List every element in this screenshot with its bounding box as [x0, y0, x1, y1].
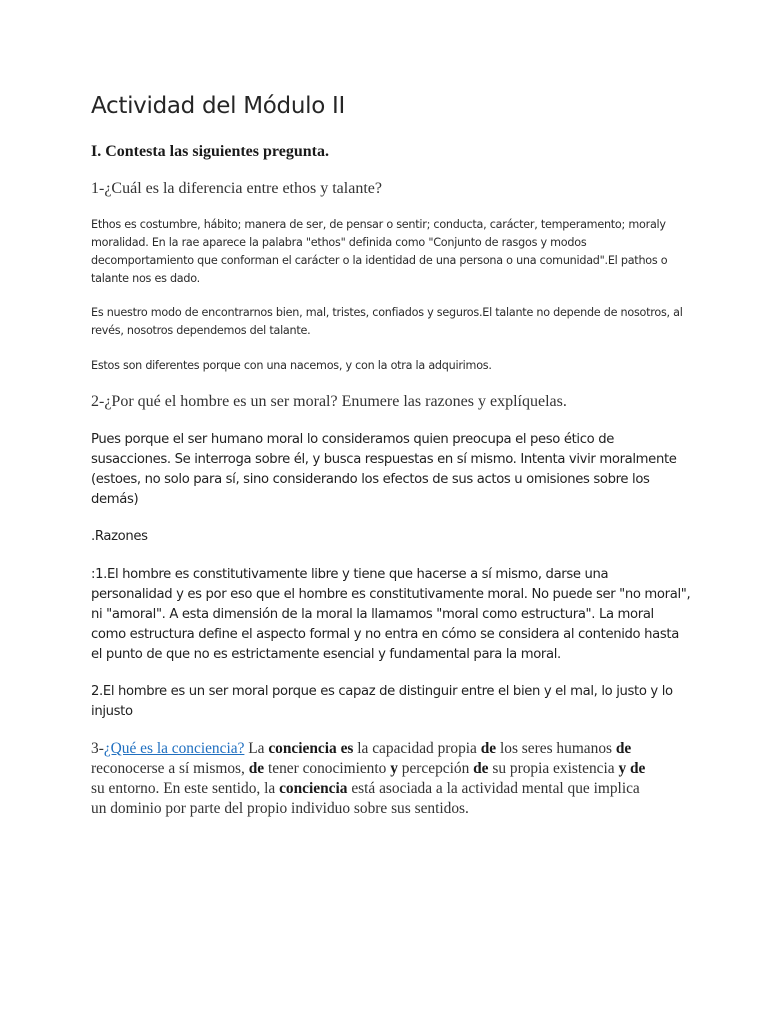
section-heading: I. Contesta las siguientes pregunta.	[91, 143, 329, 160]
question-3-link[interactable]: ¿Qué es la conciencia?	[103, 740, 245, 757]
answer-1-paragraph-2: Es nuestro modo de encontrarnos bien, mal, tristes, confiados y seguros.El talante no depende de nosotros, al revés, nosotros dependemos del talante.	[91, 306, 683, 337]
razones-label: .Razones	[91, 529, 148, 544]
reason-1-paragraph: :1.El hombre es constitutivamente libre y tiene que hacerse a sí mismo, darse una personalidad y es por eso que el hombre es constitutivamente moral. No puede ser "no moral", ni "amoral". A esta dimensión de la moral la llamamos "moral como estructura". La moral como estructura define el aspecto formal y no entra en cómo se considera al contenido hasta el punto de que no es estrictamente esencial y fundamental para la moral.	[91, 567, 691, 662]
answer-1-paragraph-3: Estos son diferentes porque con una nacemos, y con la otra la adquirimos.	[91, 359, 492, 372]
answer-1-paragraph-1: Ethos es costumbre, hábito; manera de ser, de pensar o sentir; conducta, carácter, temperamento; moraly moralidad. En la rae aparece la palabra "ethos" definida como "Conjunto de rasgos y modos decomportamiento que conforman el carácter o la identidad de una persona o una comunidad".El pathos o talante nos es dado.	[91, 218, 668, 285]
question-3-paragraph: 3-¿Qué es la conciencia? La conciencia es la capacidad propia de los seres humanos de reconocerse a sí mismos, de tener conocimiento y percepción de su propia existencia y de su entorno. En este sentido, la conciencia está asociada a la actividad mental que implica un dominio por parte del propio individuo sobre sus sentidos.	[91, 740, 646, 817]
answer-2-paragraph: Pues porque el ser humano moral lo consideramos quien preocupa el peso ético de susacciones. Se interroga sobre él, y busca respuestas en sí mismo. Intenta vivir moralmente (estoes, no solo para sí, sino considerando los efectos de sus actos u omisiones sobre los demás)	[91, 432, 677, 507]
reason-2-paragraph: 2.El hombre es un ser moral porque es capaz de distinguir entre el bien y el mal, lo justo y lo injusto	[91, 684, 673, 719]
document-title: Actividad del Módulo II	[91, 93, 345, 119]
question-2: 2-¿Por qué el hombre es un ser moral? Enumere las razones y explíquelas.	[91, 393, 567, 410]
question-1: 1-¿Cuál es la diferencia entre ethos y talante?	[91, 180, 382, 197]
